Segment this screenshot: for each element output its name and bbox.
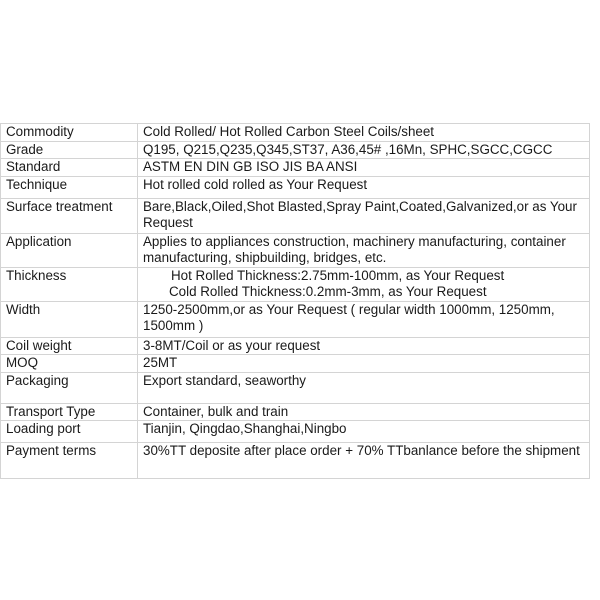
table-row <box>1 403 590 421</box>
row-value: Hot rolled cold rolled as Your Request <box>138 176 590 198</box>
row-label: Loading port <box>1 421 138 443</box>
row-value: Cold Rolled/ Hot Rolled Carbon Steel Coils/sheet <box>138 124 590 142</box>
row-value: 25MT <box>138 355 590 373</box>
row-label: Payment terms <box>1 443 138 479</box>
row-label: Width <box>1 301 138 337</box>
spec-table <box>0 123 590 479</box>
row-value: Bare,Black,Oiled,Shot Blasted,Spray Paint,Coated,Galvanized,or as Your Request <box>138 198 590 233</box>
row-value: ASTM EN DIN GB ISO JIS BA ANSI <box>138 159 590 177</box>
table-row <box>1 301 590 337</box>
table-row <box>1 355 590 373</box>
row-label: MOQ <box>1 355 138 373</box>
row-label: Surface treatment <box>1 198 138 233</box>
table-row <box>1 176 590 198</box>
table-row <box>1 159 590 177</box>
row-value <box>138 267 590 301</box>
row-label: Packaging <box>1 372 138 403</box>
cold-rolled-thickness: Cold Rolled Thickness:0.2mm-3mm, as Your Request <box>169 284 487 299</box>
row-label: Grade <box>1 141 138 159</box>
row-value: 30%TT deposite after place order + 70% TTbanlance before the shipment <box>138 443 590 479</box>
row-value: Export standard, seaworthy <box>138 372 590 403</box>
table-row <box>1 337 590 355</box>
row-label: Thickness <box>1 267 138 301</box>
row-label: Coil weight <box>1 337 138 355</box>
row-value: Applies to appliances construction, machinery manufacturing, container manufacturing, shipbuilding, bridges, etc. <box>138 233 590 267</box>
row-value: 3-8MT/Coil or as your request <box>138 337 590 355</box>
row-label: Transport Type <box>1 403 138 421</box>
table-row <box>1 124 590 142</box>
row-value: Q195, Q215,Q235,Q345,ST37, A36,45# ,16Mn, SPHC,SGCC,CGCC <box>138 141 590 159</box>
row-value: Tianjin, Qingdao,Shanghai,Ningbo <box>138 421 590 443</box>
row-label: Standard <box>1 159 138 177</box>
table-row <box>1 443 590 479</box>
table-row <box>1 421 590 443</box>
table-row <box>1 141 590 159</box>
row-label: Application <box>1 233 138 267</box>
table-row <box>1 198 590 233</box>
row-value: 1250-2500mm,or as Your Request ( regular width 1000mm, 1250mm, 1500mm ) <box>138 301 590 337</box>
hot-rolled-thickness: Hot Rolled Thickness:2.75mm-100mm, as Your Request <box>171 267 505 283</box>
row-label: Commodity <box>1 124 138 142</box>
table-row <box>1 372 590 403</box>
row-label: Technique <box>1 176 138 198</box>
row-value: Container, bulk and train <box>138 403 590 421</box>
table-row <box>1 233 590 267</box>
table-row <box>1 267 590 301</box>
